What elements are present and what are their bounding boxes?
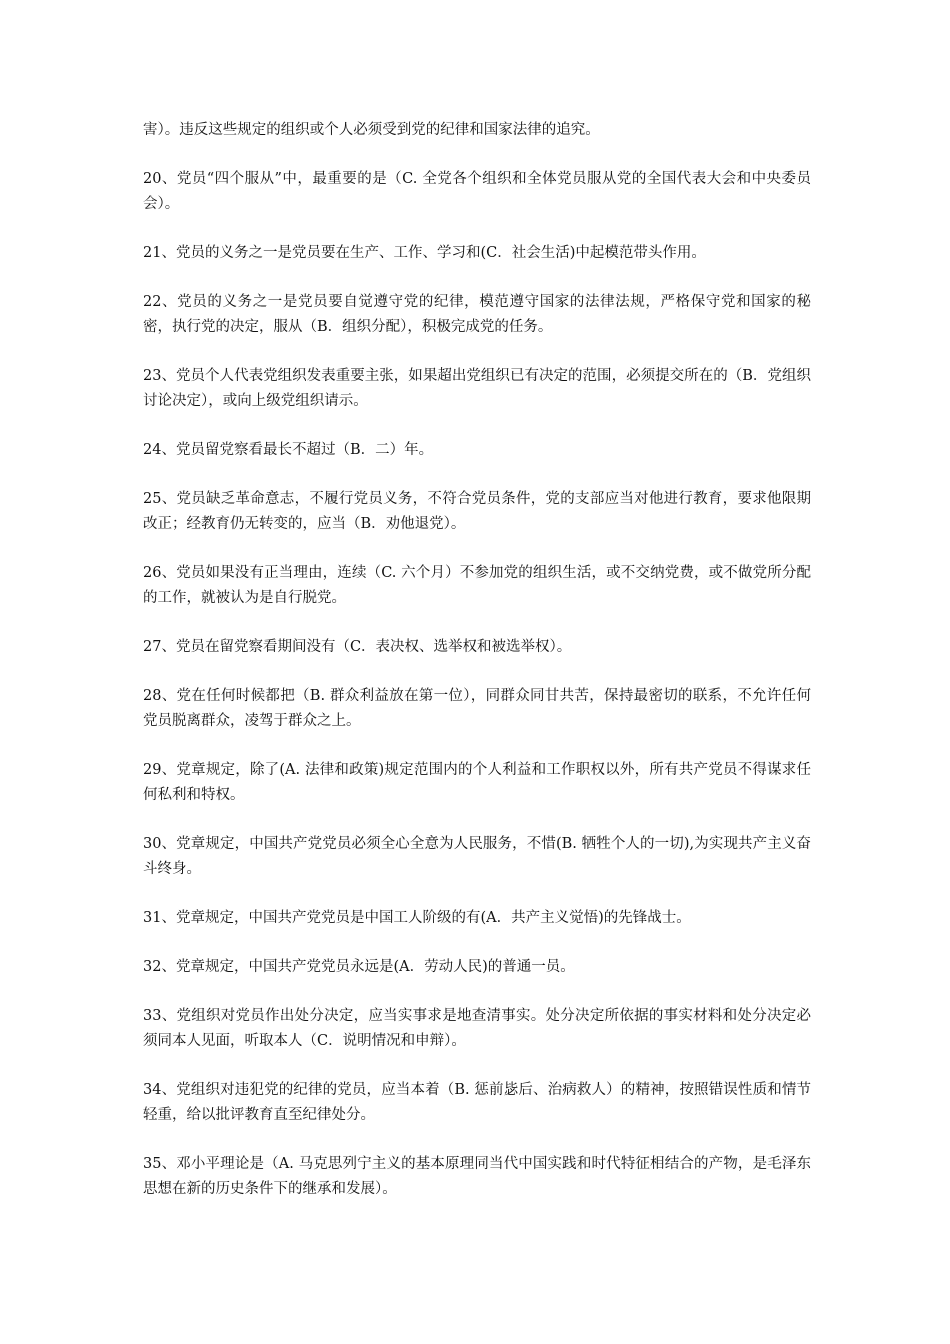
paragraph: 22、党员的义务之一是党员要自觉遵守党的纪律，模范遵守国家的法律法规，严格保守党和国家的秘密，执行党的决定，服从（B．组织分配），积极完成党的任务。 [143,294,811,335]
document-body [143,118,811,1226]
paragraph: 33、党组织对党员作出处分决定，应当实事求是地查清事实。处分决定所依据的事实材料和处分决定必须同本人见面，听取本人（C．说明情况和申辩）。 [143,1008,811,1049]
paragraph: 26、党员如果没有正当理由，连续（C. 六个月）不参加党的组织生活，或不交纳党费，或不做党所分配的工作，就被认为是自行脱党。 [143,565,811,606]
paragraph: 23、党员个人代表党组织发表重要主张，如果超出党组织已有决定的范围，必须提交所在的（B．党组织讨论决定），或向上级党组织请示。 [143,368,811,409]
paragraph: 32、党章规定，中国共产党党员永远是(A．劳动人民)的普通一员。 [143,959,575,975]
paragraph: 29、党章规定，除了(A. 法律和政策)规定范围内的个人利益和工作职权以外，所有共产党员不得谋求任何私利和特权。 [143,762,811,803]
paragraph: 21、党员的义务之一是党员要在生产、工作、学习和(C．社会生活)中起模范带头作用。 [143,245,706,261]
paragraph: 25、党员缺乏革命意志，不履行党员义务，不符合党员条件，党的支部应当对他进行教育，要求他限期改正；经教育仍无转变的，应当（B．劝他退党）。 [143,491,811,532]
paragraph: 20、党员“四个服从”中，最重要的是（C. 全党各个组织和全体党员服从党的全国代表大会和中央委员会）。 [143,171,811,212]
paragraph: 27、党员在留党察看期间没有（C．表决权、选举权和被选举权）。 [143,639,572,655]
paragraph: 28、党在任何时候都把（B. 群众利益放在第一位），同群众同甘共苦，保持最密切的联系，不允许任何党员脱离群众，凌驾于群众之上。 [143,688,811,729]
paragraph: 31、党章规定，中国共产党党员是中国工人阶级的有(A．共产主义觉悟)的先锋战士。 [143,910,691,926]
paragraph: 24、党员留党察看最长不超过（B．二）年。 [143,442,434,458]
paragraph: 35、邓小平理论是（A. 马克思列宁主义的基本原理同当代中国实践和时代特征相结合的产物，是毛泽东思想在新的历史条件下的继承和发展）。 [143,1156,811,1197]
paragraph: 34、党组织对违犯党的纪律的党员，应当本着（B. 惩前毖后、治病救人）的精神，按照错误性质和情节轻重，给以批评教育直至纪律处分。 [143,1082,811,1123]
paragraph: 害）。违反这些规定的组织或个人必须受到党的纪律和国家法律的追究。 [143,122,600,138]
paragraph: 30、党章规定，中国共产党党员必须全心全意为人民服务，不惜(B. 牺牲个人的一切),为实现共产主义奋斗终身。 [143,836,811,877]
